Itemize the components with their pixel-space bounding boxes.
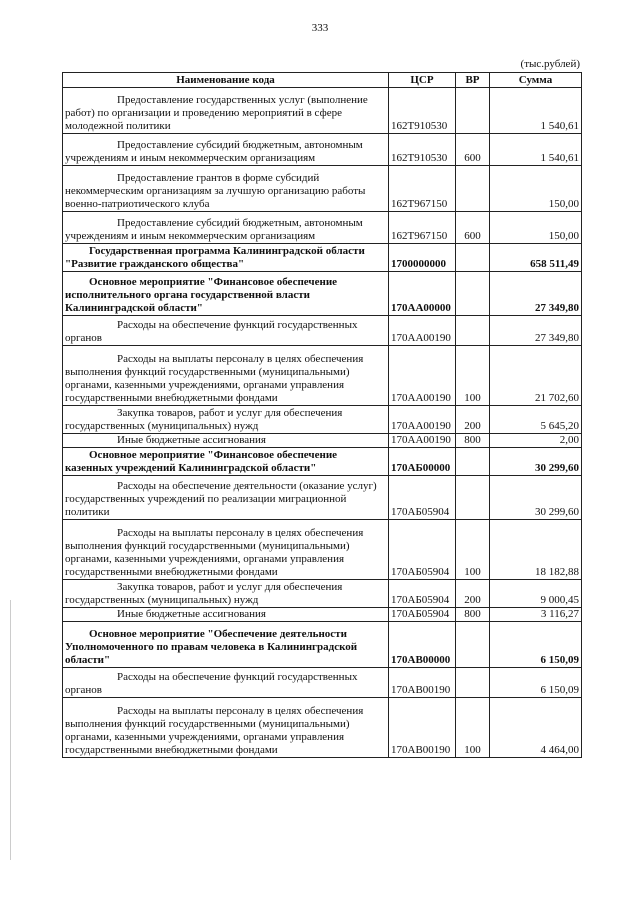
row-name-cell xyxy=(63,134,389,166)
row-name-cell xyxy=(63,622,389,668)
table-row xyxy=(63,212,582,244)
row-sum: 658 511,49 xyxy=(490,244,582,272)
table-row xyxy=(63,608,582,622)
row-vr xyxy=(456,272,490,316)
row-csr: 162Т967150 xyxy=(389,212,456,244)
row-vr: 100 xyxy=(456,698,490,758)
header-csr: ЦСР xyxy=(389,73,456,88)
row-name-cell xyxy=(63,88,389,134)
row-sum: 6 150,09 xyxy=(490,668,582,698)
row-vr xyxy=(456,668,490,698)
row-name-cell xyxy=(63,316,389,346)
row-name: Предоставление грантов в форме субсидий некоммерческим организациям за лучшую организацию работы военно-патриотического клуба xyxy=(65,172,366,210)
row-csr: 162Т910530 xyxy=(389,134,456,166)
row-csr: 170АВ00190 xyxy=(389,698,456,758)
row-sum: 5 645,20 xyxy=(490,406,582,434)
row-csr: 170АБ05904 xyxy=(389,520,456,580)
row-name: Расходы на выплаты персоналу в целях обеспечения выполнения функций государственными (муниципальными) органами, казенными учреждениями, органами управления государственными внебюджетными фондами xyxy=(65,527,364,578)
table-row xyxy=(63,668,582,698)
row-vr xyxy=(456,448,490,476)
row-sum: 21 702,60 xyxy=(490,346,582,406)
table-row xyxy=(63,244,582,272)
table-header-row xyxy=(63,73,582,88)
row-csr: 162Т967150 xyxy=(389,166,456,212)
row-vr: 800 xyxy=(456,434,490,448)
row-name-cell xyxy=(63,244,389,272)
row-name: Государственная программа Калининградской области "Развитие гражданского общества" xyxy=(65,245,365,270)
row-vr: 200 xyxy=(456,580,490,608)
row-name-cell xyxy=(63,434,389,448)
row-csr: 170АА00190 xyxy=(389,406,456,434)
row-name-cell xyxy=(63,668,389,698)
row-sum: 3 116,27 xyxy=(490,608,582,622)
row-csr: 170АА00190 xyxy=(389,346,456,406)
row-vr: 100 xyxy=(456,346,490,406)
row-vr xyxy=(456,166,490,212)
table-row xyxy=(63,520,582,580)
table-row xyxy=(63,476,582,520)
table-row xyxy=(63,434,582,448)
row-csr: 162Т910530 xyxy=(389,88,456,134)
row-sum: 150,00 xyxy=(490,166,582,212)
row-sum: 4 464,00 xyxy=(490,698,582,758)
row-sum: 30 299,60 xyxy=(490,448,582,476)
table-row xyxy=(63,580,582,608)
table-row xyxy=(63,134,582,166)
row-name-cell xyxy=(63,212,389,244)
row-sum: 150,00 xyxy=(490,212,582,244)
row-csr: 170АБ00000 xyxy=(389,448,456,476)
row-name: Закупка товаров, работ и услуг для обеспечения государственных (муниципальных) нужд xyxy=(65,407,343,432)
row-csr: 1700000000 xyxy=(389,244,456,272)
row-name: Расходы на обеспечение деятельности (оказание услуг) государственных учреждений по реализации миграционной политики xyxy=(65,480,377,518)
row-name-cell xyxy=(63,520,389,580)
header-sum: Сумма xyxy=(490,73,582,88)
row-name-cell xyxy=(63,448,389,476)
table-row xyxy=(63,622,582,668)
row-name: Закупка товаров, работ и услуг для обеспечения государственных (муниципальных) нужд xyxy=(65,581,343,606)
row-name: Расходы на выплаты персоналу в целях обеспечения выполнения функций государственными (муниципальными) органами, казенными учреждениями, органами управления государственными внебюджетными фондами xyxy=(65,353,364,404)
row-name: Основное мероприятие "Обеспечение деятельности Уполномоченного по правам человека в Калининградской области" xyxy=(65,628,358,666)
table-row xyxy=(63,88,582,134)
row-sum: 27 349,80 xyxy=(490,316,582,346)
row-name: Предоставление субсидий бюджетным, автономным учреждениям и иным некоммерческим организациям xyxy=(65,217,363,242)
row-csr: 170АБ05904 xyxy=(389,608,456,622)
row-vr: 200 xyxy=(456,406,490,434)
row-vr xyxy=(456,476,490,520)
row-name: Иные бюджетные ассигнования xyxy=(117,434,266,446)
row-name: Расходы на выплаты персоналу в целях обеспечения выполнения функций государственными (муниципальными) органами, казенными учреждениями, органами управления государственными внебюджетными фондами xyxy=(65,705,364,756)
row-csr: 170АА00190 xyxy=(389,316,456,346)
row-sum: 2,00 xyxy=(490,434,582,448)
page-number: 333 xyxy=(311,22,329,34)
table-row xyxy=(63,406,582,434)
row-name-cell xyxy=(63,346,389,406)
budget-table xyxy=(62,72,582,758)
header-name: Наименование кода xyxy=(63,73,389,88)
row-csr: 170АА00000 xyxy=(389,272,456,316)
row-vr xyxy=(456,244,490,272)
row-vr xyxy=(456,88,490,134)
table-body xyxy=(63,88,582,758)
row-sum: 1 540,61 xyxy=(490,134,582,166)
row-sum: 30 299,60 xyxy=(490,476,582,520)
row-sum: 27 349,80 xyxy=(490,272,582,316)
row-sum: 9 000,45 xyxy=(490,580,582,608)
row-name: Основное мероприятие "Финансовое обеспечение исполнительного органа государственной власти Калининградской области" xyxy=(65,276,338,314)
row-name: Иные бюджетные ассигнования xyxy=(117,608,266,620)
row-sum: 6 150,09 xyxy=(490,622,582,668)
table-row xyxy=(63,316,582,346)
row-name: Расходы на обеспечение функций государственных органов xyxy=(65,671,358,696)
row-name-cell xyxy=(63,406,389,434)
table-row xyxy=(63,346,582,406)
row-csr: 170АВ00190 xyxy=(389,668,456,698)
table-row xyxy=(63,448,582,476)
row-name: Основное мероприятие "Финансовое обеспечение казенных учреждений Калининградской области" xyxy=(65,449,338,474)
row-name-cell xyxy=(63,580,389,608)
row-name: Расходы на обеспечение функций государственных органов xyxy=(65,319,358,344)
row-name-cell xyxy=(63,272,389,316)
row-name-cell xyxy=(63,476,389,520)
table-row xyxy=(63,272,582,316)
row-vr xyxy=(456,316,490,346)
row-csr: 170АВ00000 xyxy=(389,622,456,668)
row-vr xyxy=(456,622,490,668)
units-label: (тыс.рублей) xyxy=(520,58,580,70)
row-name: Предоставление субсидий бюджетным, автономным учреждениям и иным некоммерческим организациям xyxy=(65,139,363,164)
row-vr: 800 xyxy=(456,608,490,622)
row-vr: 100 xyxy=(456,520,490,580)
row-name: Предоставление государственных услуг (выполнение работ) по организации и проведению мероприятий в сфере молодежной политики xyxy=(65,94,368,132)
table-row xyxy=(63,166,582,212)
row-csr: 170АА00190 xyxy=(389,434,456,448)
row-csr: 170АБ05904 xyxy=(389,476,456,520)
scan-margin-line xyxy=(10,600,11,860)
row-sum: 1 540,61 xyxy=(490,88,582,134)
row-name-cell xyxy=(63,698,389,758)
table-row xyxy=(63,698,582,758)
row-csr: 170АБ05904 xyxy=(389,580,456,608)
header-vr: ВР xyxy=(456,73,490,88)
row-vr: 600 xyxy=(456,134,490,166)
row-name-cell xyxy=(63,166,389,212)
row-vr: 600 xyxy=(456,212,490,244)
row-name-cell xyxy=(63,608,389,622)
row-sum: 18 182,88 xyxy=(490,520,582,580)
